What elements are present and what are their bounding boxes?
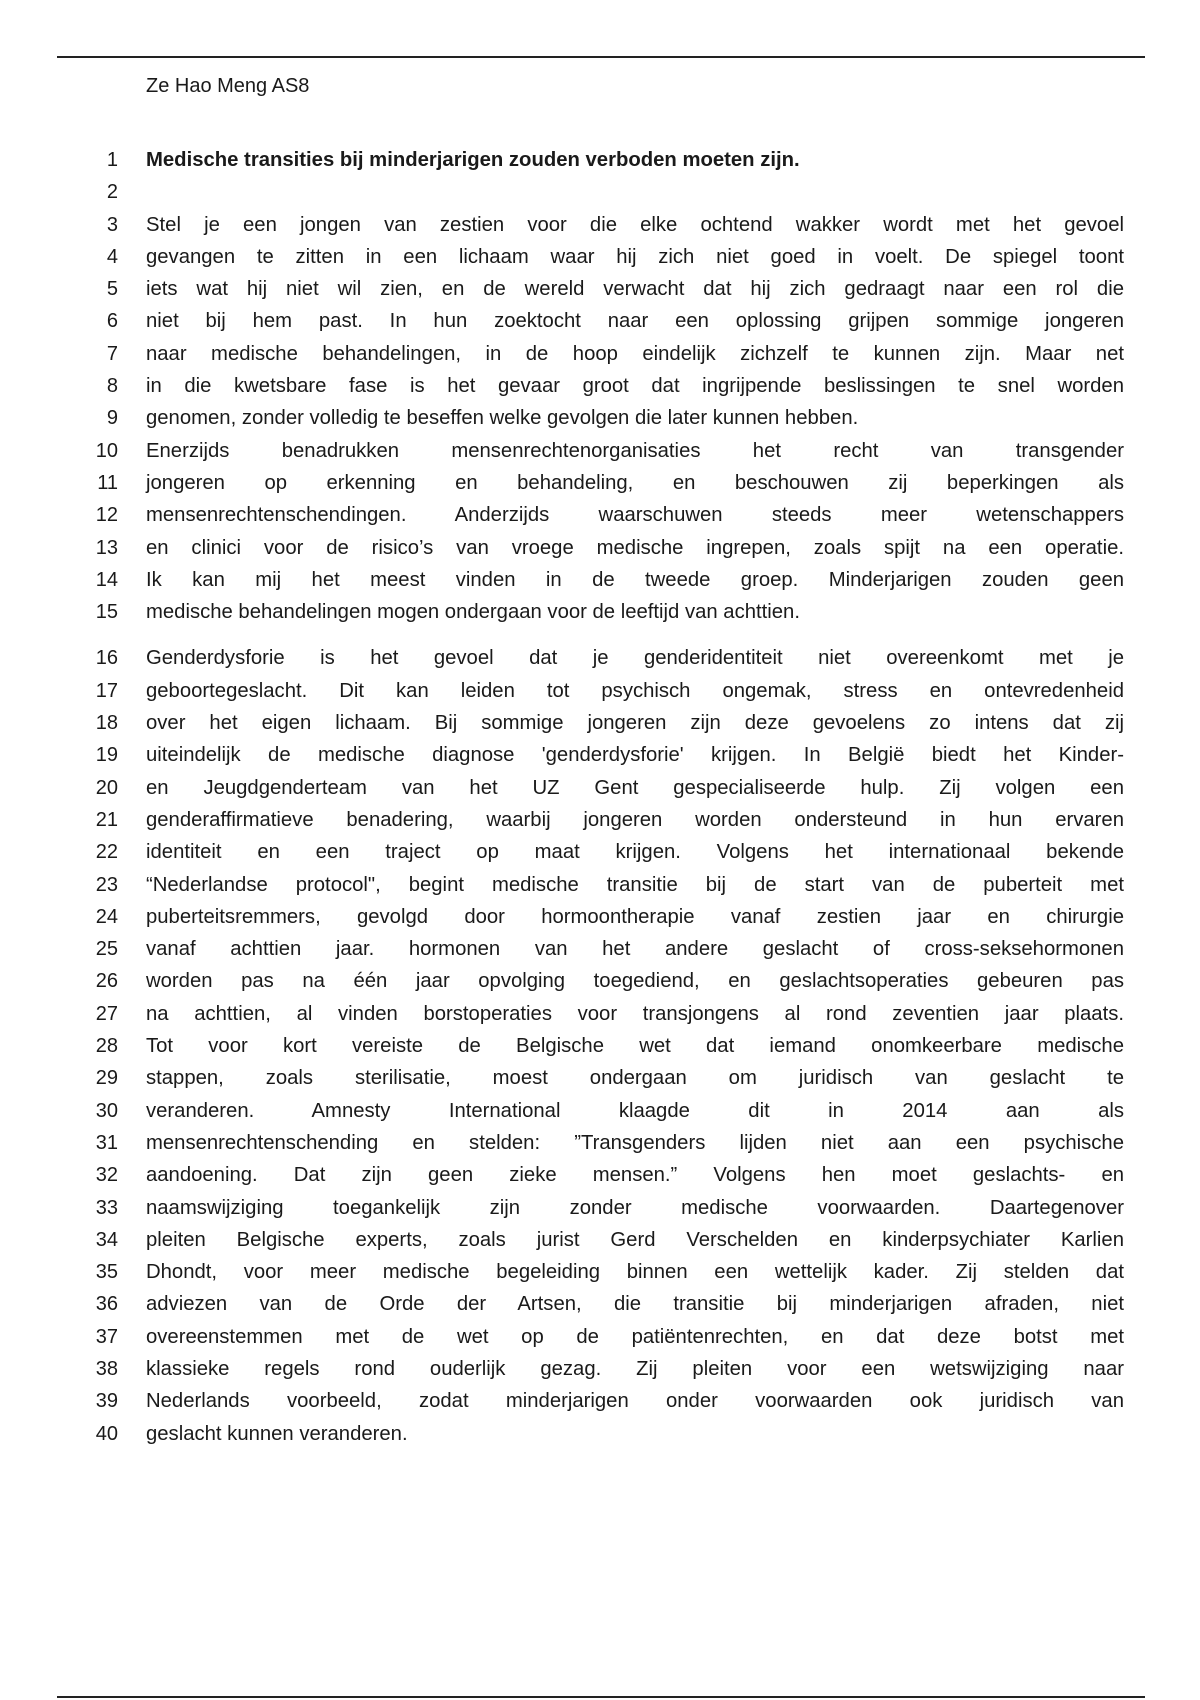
line-number: 20 <box>95 776 118 799</box>
line-number: 3 <box>106 213 118 236</box>
line-number: 4 <box>106 245 118 268</box>
document-line <box>70 532 1170 564</box>
line-text: niet bij hem past. In hun zoektocht naar een oplossing grijpen sommige jongeren <box>146 310 1124 333</box>
line-number: 22 <box>95 841 118 864</box>
line-text: in die kwetsbare fase is het gevaar groot dat ingrijpende beslissingen te snel worden <box>146 375 1124 398</box>
document-line <box>70 1159 1170 1191</box>
document-title: Medische transities bij minderjarigen zouden verboden moeten zijn. <box>146 149 800 171</box>
document-line <box>70 804 1170 836</box>
line-text: pleiten Belgische experts, zoals jurist Gerd Verschelden en kinderpsychiater Karlien <box>146 1228 1124 1251</box>
line-text: over het eigen lichaam. Bij sommige jongeren zijn deze gevoelens zo intens dat zij <box>146 712 1124 735</box>
line-number: 36 <box>95 1293 118 1316</box>
line-text: “Nederlandse protocol", begint medische transitie bij de start van de puberteit met <box>146 873 1124 896</box>
document-line <box>70 338 1170 370</box>
line-text: en clinici voor de risico’s van vroege medische ingrepen, zoals spijt na een operatie. <box>146 536 1124 559</box>
document-line <box>70 1288 1170 1320</box>
document-line <box>70 1030 1170 1062</box>
line-number: 1 <box>106 149 118 171</box>
line-number: 2 <box>106 181 118 204</box>
line-number: 17 <box>95 679 118 702</box>
line-text: jongeren op erkenning en behandeling, en beschouwen zij beperkingen als <box>146 471 1124 494</box>
line-text: en Jeugdgenderteam van het UZ Gent gespecialiseerde hulp. Zij volgen een <box>146 776 1124 799</box>
line-number: 8 <box>106 375 118 398</box>
line-number: 26 <box>95 970 118 993</box>
document-line <box>70 596 1170 628</box>
document-line <box>70 209 1170 241</box>
document-line <box>70 933 1170 965</box>
document-line <box>70 772 1170 804</box>
line-text: mensenrechtenschendingen. Anderzijds waarschuwen steeds meer wetenschappers <box>146 504 1124 527</box>
line-text: Tot voor kort vereiste de Belgische wet dat iemand onomkeerbare medische <box>146 1035 1124 1058</box>
line-number: 9 <box>106 407 118 430</box>
line-text: veranderen. Amnesty International klaagde dit in 2014 aan als <box>146 1099 1124 1122</box>
document-line <box>70 305 1170 337</box>
document-line <box>70 675 1170 707</box>
document-line <box>70 1095 1170 1127</box>
line-text: mensenrechtenschending en stelden: ”Transgenders lijden niet aan een psychische <box>146 1131 1124 1154</box>
line-text: vanaf achttien jaar. hormonen van het andere geslacht of cross-seksehormonen <box>146 938 1124 961</box>
line-number: 40 <box>95 1422 118 1445</box>
line-number: 28 <box>95 1035 118 1058</box>
line-text: Genderdysforie is het gevoel dat je genderidentiteit niet overeenkomt met je <box>146 647 1124 670</box>
line-number: 34 <box>95 1228 118 1251</box>
line-number: 7 <box>106 342 118 365</box>
line-number: 14 <box>95 568 118 591</box>
line-number: 5 <box>106 278 118 301</box>
document-line <box>70 1353 1170 1385</box>
line-text: geslacht kunnen veranderen. <box>146 1422 408 1445</box>
document-line <box>70 998 1170 1030</box>
document-line <box>70 402 1170 434</box>
line-number: 32 <box>95 1164 118 1187</box>
line-number: 29 <box>95 1067 118 1090</box>
line-text: gevangen te zitten in een lichaam waar hij zich niet goed in voelt. De spiegel toont <box>146 245 1124 268</box>
document-line <box>70 1321 1170 1353</box>
document-line <box>70 467 1170 499</box>
line-text: uiteindelijk de medische diagnose 'genderdysforie' krijgen. In België biedt het Kinder- <box>146 744 1124 767</box>
line-text: genderaffirmatieve benadering, waarbij jongeren worden ondersteund in hun ervaren <box>146 808 1124 831</box>
document-line <box>70 642 1170 674</box>
footer-rule <box>57 1696 1145 1698</box>
document-line <box>70 869 1170 901</box>
line-text: worden pas na één jaar opvolging toegediend, en geslachtsoperaties gebeuren pas <box>146 970 1124 993</box>
line-text: genomen, zonder volledig te beseffen welke gevolgen die later kunnen hebben. <box>146 407 859 430</box>
document-line <box>70 1062 1170 1094</box>
line-number: 30 <box>95 1099 118 1122</box>
line-text: geboortegeslacht. Dit kan leiden tot psychisch ongemak, stress en ontevredenheid <box>146 679 1124 702</box>
line-number: 35 <box>95 1261 118 1284</box>
line-number: 23 <box>95 873 118 896</box>
line-number: 15 <box>95 601 118 624</box>
document-line <box>70 144 1170 176</box>
line-text: puberteitsremmers, gevolgd door hormoontherapie vanaf zestien jaar en chirurgie <box>146 905 1124 928</box>
document-body <box>70 144 1170 1450</box>
line-text: Nederlands voorbeeld, zodat minderjarigen onder voorwaarden ook juridisch van <box>146 1390 1124 1413</box>
line-number: 25 <box>95 938 118 961</box>
document-line <box>70 901 1170 933</box>
line-number: 6 <box>106 310 118 333</box>
line-text: naamswijziging toegankelijk zijn zonder medische voorwaarden. Daartegenover <box>146 1196 1124 1219</box>
line-text: klassieke regels rond ouderlijk gezag. Zij pleiten voor een wetswijziging naar <box>146 1357 1124 1380</box>
document-line <box>70 965 1170 997</box>
line-number: 19 <box>95 744 118 767</box>
line-text: identiteit en een traject op maat krijgen. Volgens het internationaal bekende <box>146 841 1124 864</box>
line-text: Enerzijds benadrukken mensenrechtenorganisaties het recht van transgender <box>146 439 1124 462</box>
header-rule <box>57 56 1145 58</box>
line-number: 24 <box>95 905 118 928</box>
line-text: medische behandelingen mogen ondergaan voor de leeftijd van achttien. <box>146 601 800 624</box>
document-line <box>70 499 1170 531</box>
line-text: overeenstemmen met de wet op de patiëntenrechten, en dat deze botst met <box>146 1325 1124 1348</box>
line-number: 33 <box>95 1196 118 1219</box>
document-line <box>70 564 1170 596</box>
line-number: 27 <box>95 1002 118 1025</box>
document-line <box>70 739 1170 771</box>
document-line <box>70 176 1170 208</box>
line-text: Stel je een jongen van zestien voor die elke ochtend wakker wordt met het gevoel <box>146 213 1124 236</box>
document-line <box>70 1192 1170 1224</box>
document-line <box>70 435 1170 467</box>
line-text: adviezen van de Orde der Artsen, die transitie bij minderjarigen afraden, niet <box>146 1293 1124 1316</box>
line-number: 21 <box>95 808 118 831</box>
line-text: stappen, zoals sterilisatie, moest ondergaan om juridisch van geslacht te <box>146 1067 1124 1090</box>
document-line <box>70 1127 1170 1159</box>
line-number: 10 <box>95 439 118 462</box>
document-line <box>70 836 1170 868</box>
document-line <box>70 1418 1170 1450</box>
line-text: iets wat hij niet wil zien, en de wereld verwacht dat hij zich gedraagt naar een rol die <box>146 278 1124 301</box>
line-number: 38 <box>95 1357 118 1380</box>
document-line <box>70 273 1170 305</box>
line-number: 12 <box>95 504 118 527</box>
document-line <box>70 1256 1170 1288</box>
line-number: 11 <box>97 471 118 494</box>
line-number: 16 <box>95 647 118 670</box>
line-text: Dhondt, voor meer medische begeleiding binnen een wettelijk kader. Zij stelden dat <box>146 1261 1124 1284</box>
line-text: Ik kan mij het meest vinden in de tweede groep. Minderjarigen zouden geen <box>146 568 1124 591</box>
document-line <box>70 707 1170 739</box>
document-line <box>70 370 1170 402</box>
line-text: na achttien, al vinden borstoperaties voor transjongens al rond zeventien jaar plaats. <box>146 1002 1124 1025</box>
document-line <box>70 241 1170 273</box>
document-line <box>70 1385 1170 1417</box>
line-number: 39 <box>95 1390 118 1413</box>
line-number: 37 <box>95 1325 118 1348</box>
author-name: Ze Hao Meng AS8 <box>146 75 310 97</box>
document-line <box>70 1224 1170 1256</box>
line-text: naar medische behandelingen, in de hoop eindelijk zichzelf te kunnen zijn. Maar net <box>146 342 1124 365</box>
line-text: aandoening. Dat zijn geen zieke mensen.” Volgens hen moet geslachts- en <box>146 1164 1124 1187</box>
line-number: 31 <box>95 1131 118 1154</box>
line-number: 18 <box>95 712 118 735</box>
line-number: 13 <box>95 536 118 559</box>
